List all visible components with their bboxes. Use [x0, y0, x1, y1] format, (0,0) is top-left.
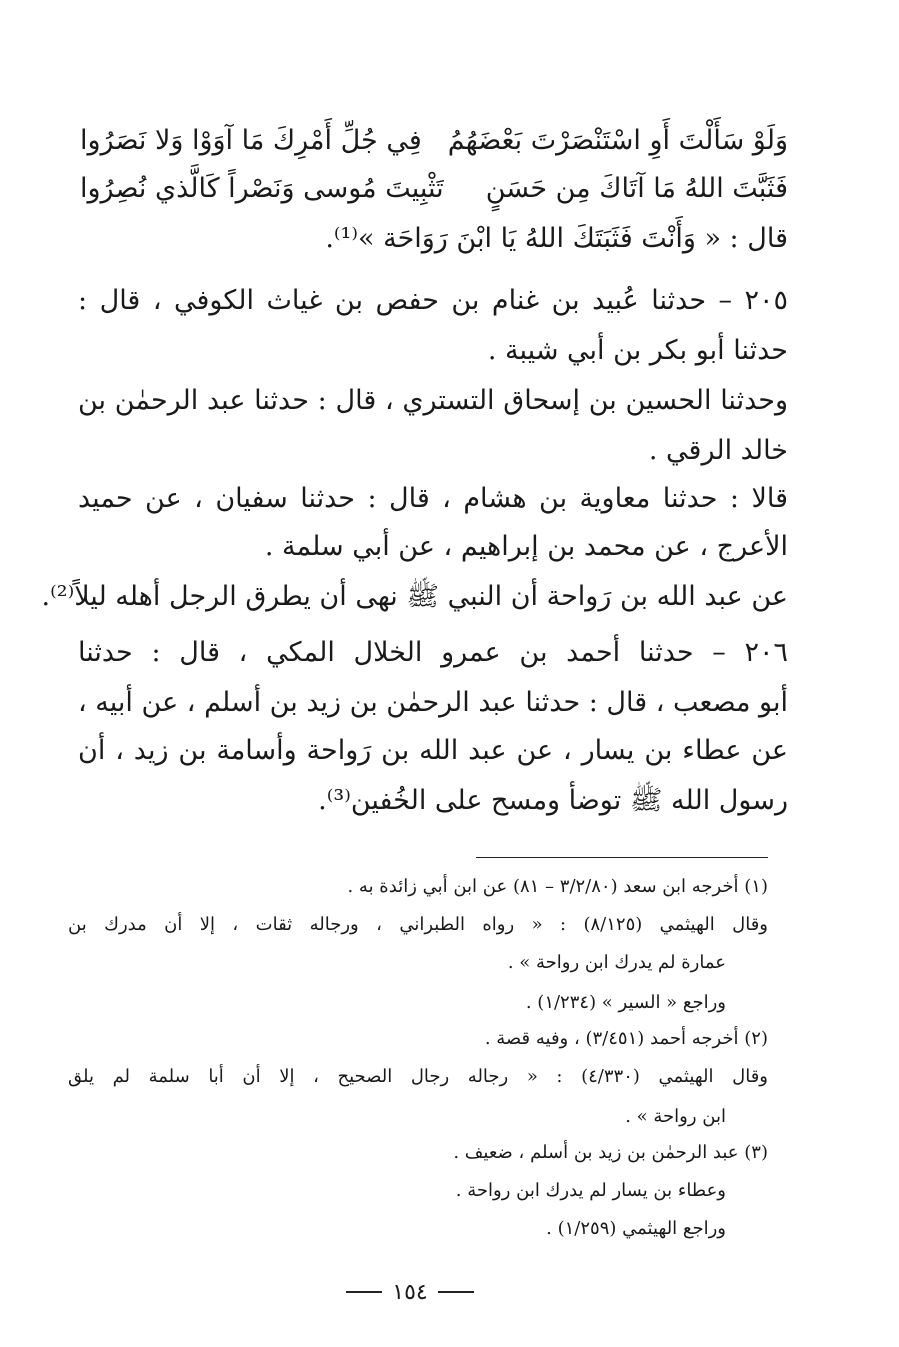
footnote-line-8: (٣) عبد الرحمٰن بن زيد بن أسلم ، ضعيف . [453, 1142, 768, 1163]
body-line-4: وحدثنا الحسين بن إسحاق التستري ، قال : حدثنا عبد الرحمٰن بن [78, 385, 788, 416]
footnote-separator [476, 857, 768, 858]
footnote-line-2: وقال الهيثمي (٨/١٢٥) : « رواه الطبراني ، ورجاله ثقات ، إلا أن مدرك بن [68, 914, 768, 935]
body-line-8: عن عبد الله بن رَواحة أن النبي ﷺ نهى أن يطرق الرجل أهله ليلاً⁽²⁾. [41, 581, 788, 612]
poem-hemistich-left: فِي جُلِّ أَمْرِكَ مَا آوَوْا وَلا نَصَرُوا [80, 124, 422, 156]
body-line-12: رسول الله ﷺ توضأ ومسح على الخُفين⁽³⁾. [318, 785, 788, 816]
body-line-10: أبو مصعب ، قال : حدثنا عبد الرحمٰن بن زيد بن أسلم ، عن أبيه ، [78, 687, 788, 718]
poem-verse-1 [80, 115, 788, 165]
body-line-7: الأعرج ، عن محمد بن إبراهيم ، عن أبي سلمة . [264, 531, 788, 562]
page-number [340, 1272, 480, 1312]
footnote-line-5: (٢) أخرجه أحمد (٣/٤٥١) ، وفيه قصة . [484, 1028, 768, 1049]
footnote-line-1: (١) أخرجه ابن سعد (٣/٢/٨٠ – ٨١) عن ابن أبي زائدة به . [347, 876, 768, 897]
body-line-5: خالد الرقي . [648, 435, 788, 466]
body-line-3: حدثنا أبو بكر بن أبي شيبة . [487, 335, 788, 366]
body-line-1: قال : « وَأَنْتَ فَثَبَتَكَ اللهُ يَا ابْنَ رَوَاحَة »⁽¹⁾. [325, 223, 788, 254]
body-line-11: عن عطاء بن يسار ، عن عبد الله بن رَواحة وأسامة بن زيد ، أن [78, 735, 788, 766]
page-number-dash-right [438, 1291, 474, 1293]
page-number-dash-left [346, 1291, 382, 1293]
footnote-line-9: وعطاء بن يسار لم يدرك ابن رواحة . [455, 1180, 726, 1201]
poem-verse-2 [80, 163, 788, 213]
body-line-9: ٢٠٦ – حدثنا أحمد بن عمرو الخلال المكي ، قال : حدثنا [78, 637, 788, 668]
footnote-line-10: وراجع الهيثمي (١/٢٥٩) . [546, 1218, 726, 1239]
body-line-2: ٢٠٥ – حدثنا عُبيد بن غنام بن حفص بن غياث الكوفي ، قال : [78, 285, 788, 316]
footnote-line-4: وراجع « السير » (١/٢٣٤) . [525, 992, 726, 1013]
body-line-6: قالا : حدثنا معاوية بن هشام ، قال : حدثنا سفيان ، عن حميد [78, 483, 788, 514]
poem-hemistich-right: فَثَبَّتَ اللهُ مَا آتَاكَ مِن حَسَنٍ [485, 172, 788, 204]
footnote-line-6: وقال الهيثمي (٤/٣٣٠) : « رجاله رجال الصحيح ، إلا أن أبا سلمة لم يلق [68, 1066, 768, 1087]
footnote-line-3: عمارة لم يدرك ابن رواحة » . [507, 952, 726, 973]
poem-hemistich-right: وَلَوْ سَأَلْتَ أَوِ اسْتَنْصَرْتَ بَعْضَهُمُ [447, 124, 788, 156]
page-number-value: ١٥٤ [392, 1279, 428, 1305]
poem-hemistich-left: تَثْبِيتَ مُوسى وَنَصْراً كَالَّذي نُصِرُوا [80, 172, 444, 204]
footnote-line-7: ابن رواحة » . [625, 1106, 726, 1127]
